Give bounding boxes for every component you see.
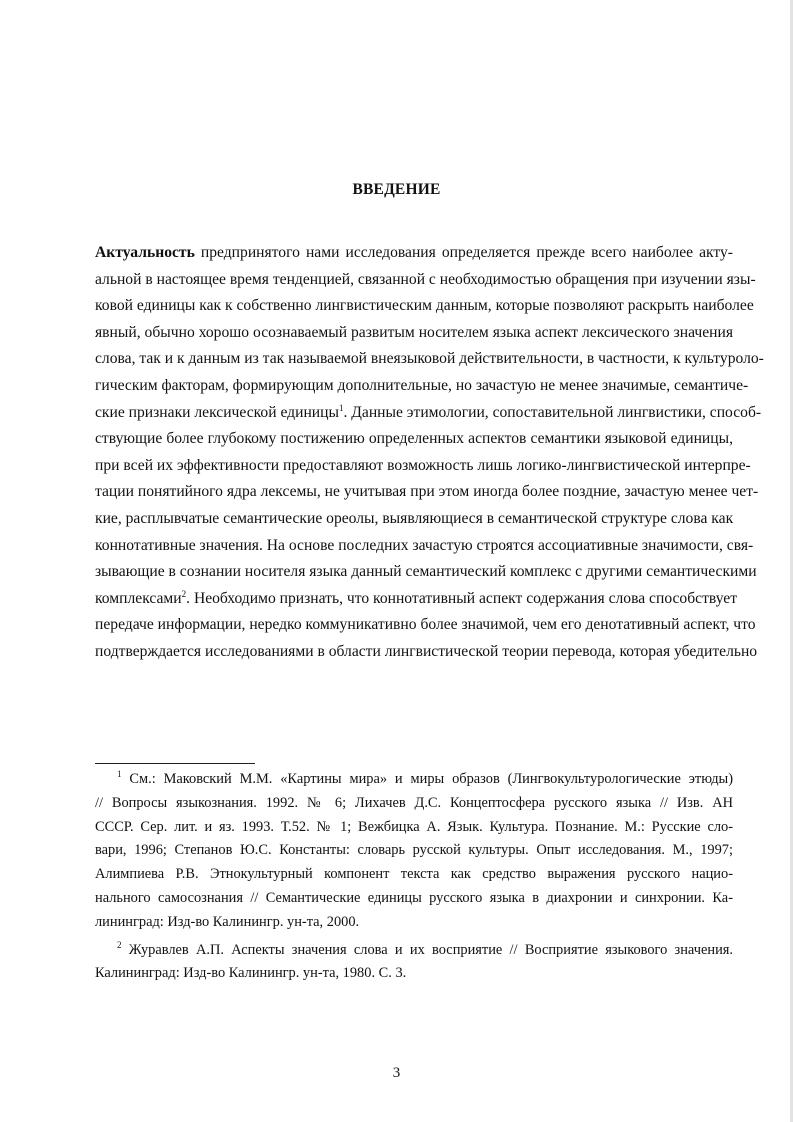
body-line-6: гическим факторам, формирующим дополнительные, но зачастую не менее значимые, семантиче- (95, 376, 749, 394)
body-line-12: коннотативные значения. На основе последних зачастую строятся ассоциативные значимости, свя- (95, 536, 754, 554)
footnote-1-line-5: Алимпиева Р.В. Этнокультурный компонент текста как средство выражения русского нацио- (95, 866, 733, 883)
body-line-8: ствующие более глубокому постижению определенных аспектов семантики языковой единицы, (95, 430, 733, 448)
footnote-1-line-3: СССР. Сер. лит. и яз. 1993. Т.52. № 1; Вежбицка А. Язык. Культура. Познание. М.: Русские сло- (95, 818, 733, 835)
footnotes (95, 768, 733, 986)
footnote-ref-1[interactable]: 1 (338, 402, 344, 413)
footnote-separator (95, 763, 255, 764)
key-term: Актуальность (95, 244, 195, 261)
body-text (95, 240, 764, 666)
body-line-2: альной в настоящее время тенденцией, связанной с необходимостью обращения при изучении язы- (95, 270, 756, 288)
body-line-10: тации понятийного ядра лексемы, не учитывая при этом иногда более поздние, зачастую менее чет- (95, 483, 759, 501)
body-line-9: при всей их эффективности предоставляют возможность лишь логико-лингвистической интерпре- (95, 456, 751, 474)
footnote-marker-1: 1 (117, 769, 122, 780)
footnote-2-line-2: Калининград: Изд-во Калинингр. ун-та, 1980. С. 3. (95, 965, 407, 982)
body-line-14: комплексами$^2$. Необходимо признать, что коннотативный аспект содержания слова способствует (95, 588, 738, 607)
footnote-1-line-7: лининград: Изд-во Калинингр. ун-та, 2000. (95, 913, 360, 930)
body-line-4: явный, обычно хорошо осознаваемый развитым носителем языка аспект лексического значения (95, 323, 733, 341)
footnote-2-line-1: $^2$ Журавлев А.П. Аспекты значения слова и их восприятие // Восприятие языкового значения. (117, 939, 733, 958)
footnote-1-line-2: // Вопросы языкознания. 1992. № 6; Лихачев Д.С. Концептосфера русского языка // Изв. АН (95, 794, 733, 811)
footnote-marker-2: 2 (117, 939, 122, 950)
body-line-13: зывающие в сознании носителя языка данный семантический комплекс с другими семантическими (95, 563, 757, 581)
body-line-5: слова, так и к данным из так называемой внеязыковой действительности, в частности, к культуроло- (95, 350, 764, 368)
page-number: 3 (392, 1065, 401, 1081)
body-line-16: подтверждается исследованиями в области лингвистической теории перевода, которая убедительно (95, 642, 758, 660)
footnote-ref-2[interactable]: 2 (181, 588, 187, 599)
footnote-1-line-6: нального самосознания // Семантические единицы русского языка в диахронии и синхронии. Ка- (95, 889, 733, 906)
footnote-1-line-4: вари, 1996; Степанов Ю.С. Константы: словарь русской культуры. Опыт исследования. М., 1997; (95, 842, 733, 859)
body-line-7: ские признаки лексической единицы$^1$. Данные этимологии, сопоставительной лингвистики, способ- (95, 402, 762, 421)
page-title: ВВЕДЕНИЕ (352, 181, 441, 198)
footnote-1-line-1: $^1$ См.: Маковский М.М. «Картины мира» и миры образов (Лингвокультурологические этюды) (117, 769, 733, 787)
body-line-11: кие, расплывчатые семантические ореолы, выявляющиеся в семантической структуре слова как (95, 509, 734, 527)
body-line-3: ковой единицы как к собственно лингвистическим данным, которые позволяют раскрыть наиболее (95, 297, 754, 315)
body-line-15: передаче информации, нередко коммуникативно более значимой, чем его денотативный аспект, что (95, 616, 756, 634)
body-line-1: Актуальность предпринятого нами исследования определяется прежде всего наиболее акту- (95, 244, 733, 261)
